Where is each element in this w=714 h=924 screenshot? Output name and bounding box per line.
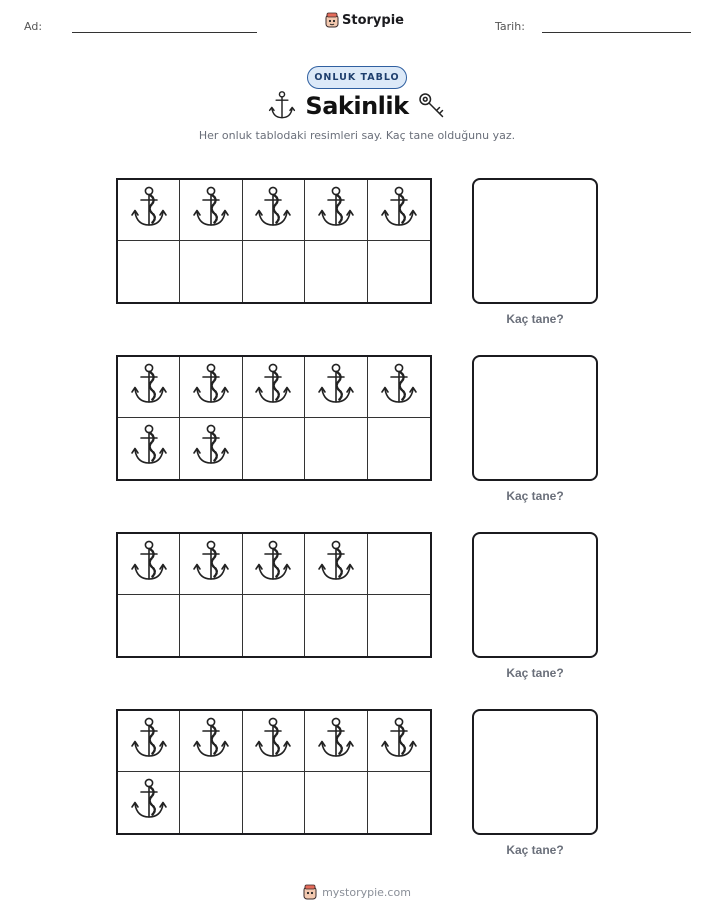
date-label: Tarih: bbox=[495, 20, 525, 33]
question-label-4: Kaç tane? bbox=[506, 843, 564, 857]
instructions: Her onluk tablodaki resimleri say. Kaç tane olduğunu yaz. bbox=[198, 129, 516, 142]
ten-frame-cell bbox=[180, 772, 242, 833]
question-label-3: Kaç tane? bbox=[506, 666, 564, 680]
anchor-icon bbox=[253, 716, 293, 767]
ten-frame-4 bbox=[116, 709, 432, 835]
ten-frame-cell bbox=[118, 772, 180, 833]
ten-frame-cell bbox=[180, 241, 242, 302]
ten-frame-cell bbox=[368, 418, 430, 479]
anchor-icon bbox=[191, 362, 231, 413]
name-line[interactable] bbox=[72, 32, 257, 33]
ten-frame-1 bbox=[116, 178, 432, 304]
key-icon bbox=[417, 91, 447, 121]
ten-frame-cell bbox=[368, 241, 430, 302]
anchor-icon bbox=[316, 185, 356, 236]
anchor-icon bbox=[191, 423, 231, 474]
footer-url: mystorypie.com bbox=[322, 885, 411, 899]
anchor-icon bbox=[379, 185, 419, 236]
ten-frame-cell bbox=[368, 534, 430, 595]
anchor-icon bbox=[129, 423, 169, 474]
anchor-icon bbox=[316, 539, 356, 590]
mascot-icon bbox=[325, 12, 339, 28]
anchor-icon bbox=[129, 185, 169, 236]
ten-frame-cell bbox=[305, 241, 367, 302]
ten-frame-cell bbox=[243, 241, 305, 302]
ten-frame-cell bbox=[118, 711, 180, 772]
ten-frame-cell bbox=[243, 595, 305, 656]
anchor-icon bbox=[129, 777, 169, 828]
anchor-icon bbox=[253, 362, 293, 413]
footer bbox=[0, 884, 714, 900]
ten-frame-cell bbox=[243, 534, 305, 595]
title-row bbox=[0, 90, 714, 122]
mascot-icon bbox=[303, 884, 317, 900]
ten-frame-cell bbox=[368, 711, 430, 772]
answer-box-2[interactable] bbox=[472, 355, 598, 481]
anchor-icon bbox=[191, 716, 231, 767]
name-label: Ad: bbox=[24, 20, 43, 33]
ten-frame-cell bbox=[180, 357, 242, 418]
ten-frame-cell bbox=[305, 711, 367, 772]
brand-name: Storypie bbox=[342, 12, 404, 28]
ten-frame-cell bbox=[118, 357, 180, 418]
ten-frame-cell bbox=[180, 418, 242, 479]
ten-frame-cell bbox=[368, 357, 430, 418]
ten-frame-cell bbox=[243, 357, 305, 418]
answer-box-1[interactable] bbox=[472, 178, 598, 304]
ten-frame-cell bbox=[305, 357, 367, 418]
anchor-icon bbox=[267, 90, 297, 122]
ten-frame-cell bbox=[243, 772, 305, 833]
ten-frame-cell bbox=[305, 772, 367, 833]
ten-frame-3 bbox=[116, 532, 432, 658]
answer-box-4[interactable] bbox=[472, 709, 598, 835]
date-line[interactable] bbox=[542, 32, 691, 33]
ten-frame-cell bbox=[180, 711, 242, 772]
storypie-logo bbox=[325, 12, 404, 28]
ten-frame-cell bbox=[243, 711, 305, 772]
anchor-icon bbox=[129, 539, 169, 590]
anchor-icon bbox=[379, 716, 419, 767]
ten-frame-cell bbox=[305, 534, 367, 595]
question-label-1: Kaç tane? bbox=[506, 312, 564, 326]
page-title: Sakinlik bbox=[305, 92, 409, 120]
ten-frame-cell bbox=[118, 418, 180, 479]
ten-frame-cell bbox=[368, 180, 430, 241]
anchor-icon bbox=[379, 362, 419, 413]
ten-frame-cell bbox=[305, 595, 367, 656]
question-label-2: Kaç tane? bbox=[506, 489, 564, 503]
ten-frame-cell bbox=[118, 595, 180, 656]
ten-frame-cell bbox=[180, 180, 242, 241]
anchor-icon bbox=[316, 362, 356, 413]
ten-frame-cell bbox=[305, 180, 367, 241]
anchor-icon bbox=[191, 185, 231, 236]
ten-frame-cell bbox=[118, 534, 180, 595]
ten-frame-cell bbox=[243, 418, 305, 479]
ten-frame-cell bbox=[118, 180, 180, 241]
anchor-icon bbox=[191, 539, 231, 590]
anchor-icon bbox=[253, 185, 293, 236]
answer-box-3[interactable] bbox=[472, 532, 598, 658]
anchor-icon bbox=[129, 362, 169, 413]
ten-frame-2 bbox=[116, 355, 432, 481]
ten-frame-cell bbox=[305, 418, 367, 479]
anchor-icon bbox=[129, 716, 169, 767]
ten-frame-cell bbox=[118, 241, 180, 302]
ten-frame-cell bbox=[368, 772, 430, 833]
anchor-icon bbox=[253, 539, 293, 590]
anchor-icon bbox=[316, 716, 356, 767]
ten-frame-cell bbox=[368, 595, 430, 656]
ten-frame-cell bbox=[180, 595, 242, 656]
ten-frame-cell bbox=[180, 534, 242, 595]
worksheet-type-badge: ONLUK TABLO bbox=[307, 66, 407, 89]
ten-frame-cell bbox=[243, 180, 305, 241]
